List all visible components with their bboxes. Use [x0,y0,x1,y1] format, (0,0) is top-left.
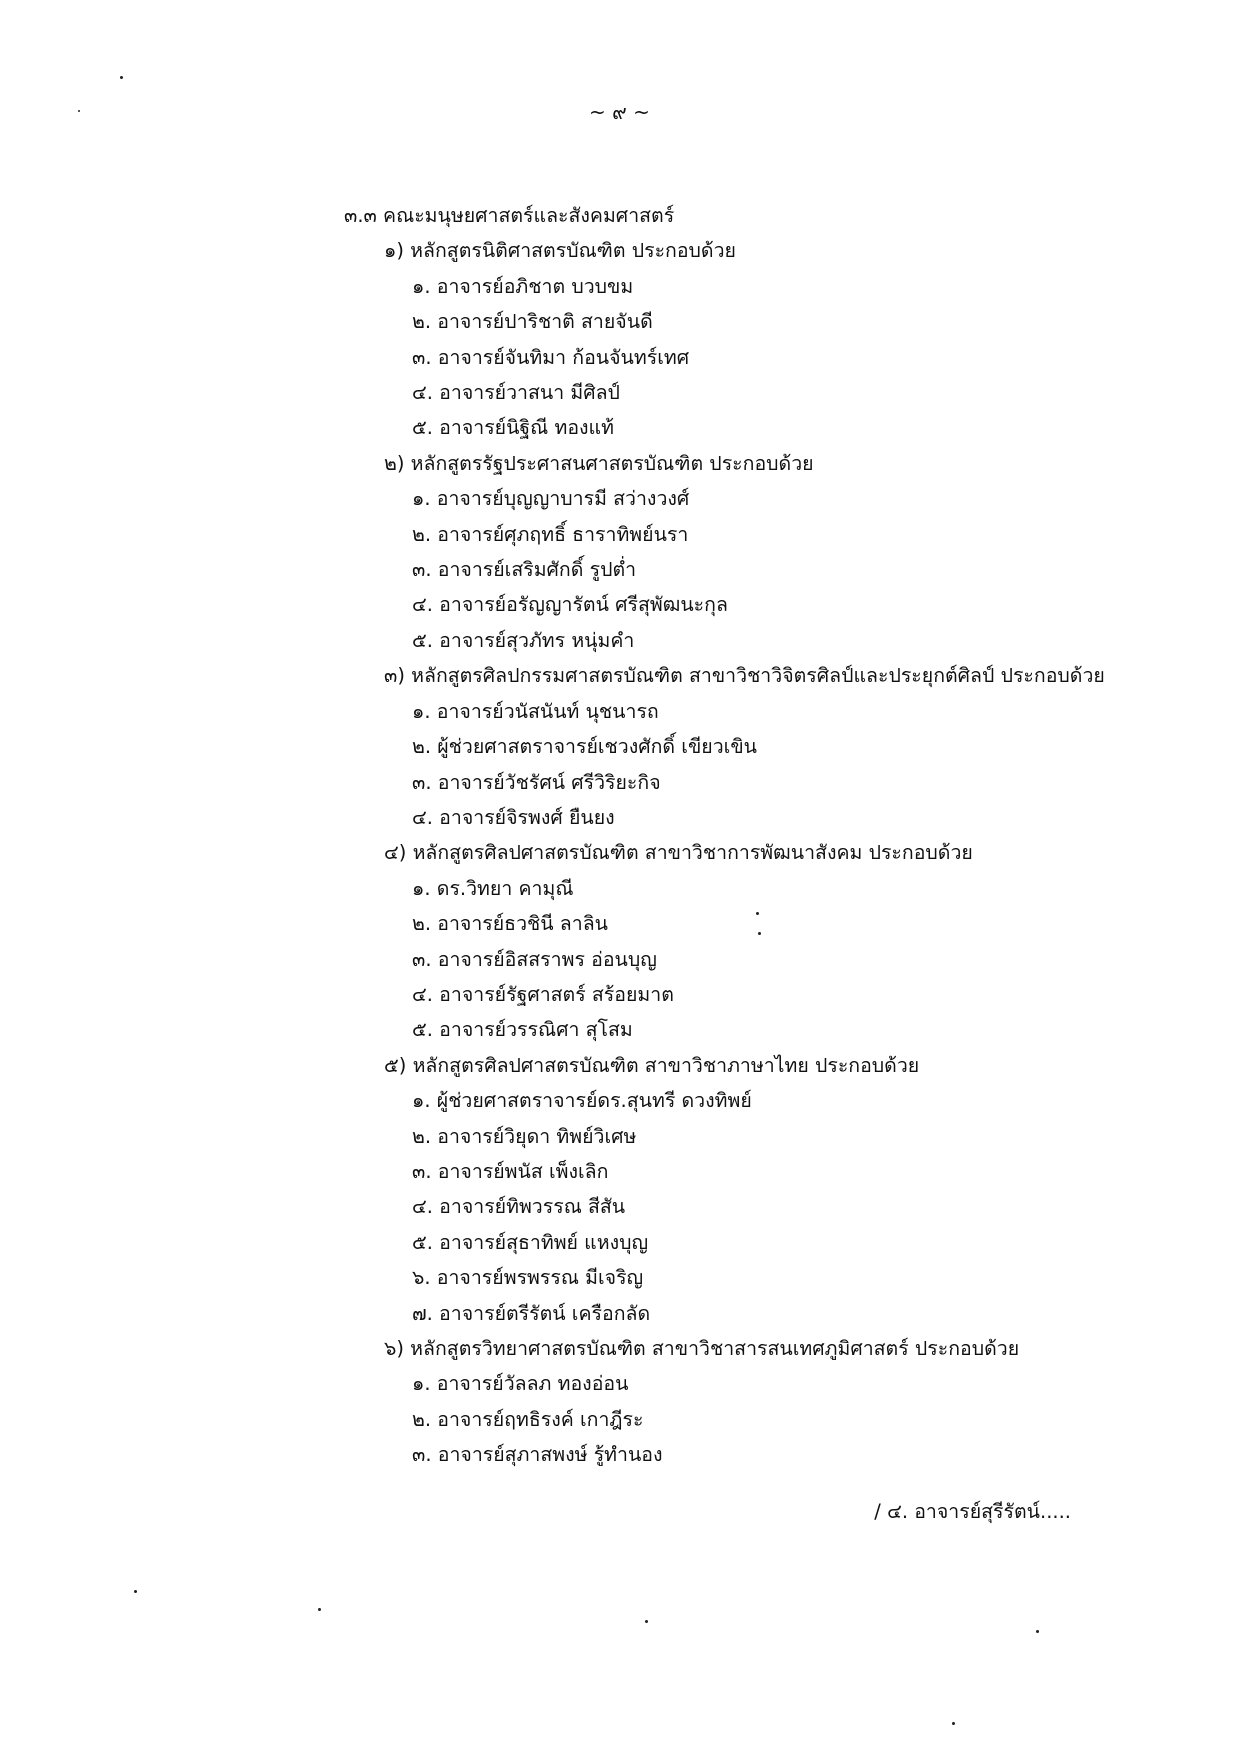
list-item: ๒. ผู้ช่วยศาสตราจารย์เชวงศักดิ์ เขียวเขิน [412,735,757,759]
scan-speck [645,1620,648,1623]
list-item: ๔. อาจารย์วาสนา มีศิลป์ [412,381,620,405]
program-heading: ๓) หลักสูตรศิลปกรรมศาสตรบัณฑิต สาขาวิชาวิจิตรศิลป์และประยุกต์ศิลป์ ประกอบด้วย [384,664,1105,688]
list-item: ๒. อาจารย์ศุภฤทธิ์ ธาราทิพย์นรา [412,522,689,546]
scan-speck [78,110,80,112]
list-item: ๑. อาจารย์วัลลภ ทองอ่อน [412,1372,629,1396]
document-body [344,198,1204,1473]
list-item: ๕. อาจารย์สุวภัทร หนุ่มคำ [412,628,635,652]
list-item: ๒. อาจารย์ธวชินี ลาลิน [412,912,608,936]
list-item: ๒. อาจารย์ฤทธิรงค์ เกาฎีระ [412,1407,644,1431]
list-item: ๑. อาจารย์บุญญาบารมี สว่างวงศ์ [412,487,690,511]
list-item: ๕. อาจารย์นิฐิณี ทองแท้ [412,416,614,440]
list-item: ๗. อาจารย์ตรีรัตน์ เครือกลัด [412,1301,651,1325]
list-item: ๑. อาจารย์อภิชาต บวบขม [412,274,634,298]
program-heading: ๒) หลักสูตรรัฐประศาสนศาสตรบัณฑิต ประกอบด้วย [384,451,814,475]
list-item: ๓. อาจารย์อิสสราพร อ่อนบุญ [412,947,657,971]
scan-speck [756,912,759,915]
page-number: ~ ๙ ~ [589,100,650,124]
program-heading: ๕) หลักสูตรศิลปศาสตรบัณฑิต สาขาวิชาภาษาไทย ประกอบด้วย [384,1053,920,1077]
scan-speck [134,1590,137,1593]
section-heading: ๓.๓ คณะมนุษยศาสตร์และสังคมศาสตร์ [344,204,675,227]
list-item: ๓. อาจารย์จันทิมา ก้อนจันทร์เทศ [412,345,690,369]
list-item: ๔. อาจารย์รัฐศาสตร์ สร้อยมาต [412,982,674,1006]
scan-speck [120,76,123,79]
scan-speck [318,1608,321,1611]
continuation-note: / ๔. อาจารย์สุรีรัตน์..... [874,1500,1071,1523]
program-heading: ๖) หลักสูตรวิทยาศาสตรบัณฑิต สาขาวิชาสารสนเทศภูมิศาสตร์ ประกอบด้วย [384,1337,1020,1360]
list-item: ๒. อาจารย์วิยุดา ทิพย์วิเศษ [412,1124,637,1148]
program-heading: ๑) หลักสูตรนิติศาสตรบัณฑิต ประกอบด้วย [384,239,736,263]
list-item: ๓. อาจารย์สุภาสพงษ์ รู้ทำนอง [412,1443,663,1467]
list-item: ๓. อาจารย์พนัส เพ็งเลิก [412,1159,609,1183]
list-item: ๔. อาจารย์ทิพวรรณ สีสัน [412,1195,626,1219]
list-item: ๔. อาจารย์อรัญญารัตน์ ศรีสุพัฒนะกุล [412,593,728,617]
scan-speck [758,932,761,935]
program-heading: ๔) หลักสูตรศิลปศาสตรบัณฑิต สาขาวิชาการพัฒนาสังคม ประกอบด้วย [384,841,973,865]
list-item: ๕. อาจารย์วรรณิศา สุโสม [412,1018,633,1042]
list-item: ๑. ผู้ช่วยศาสตราจารย์ดร.สุนทรี ดวงทิพย์ [412,1089,752,1113]
list-item: ๓. อาจารย์เสริมศักดิ์ รูปต่ำ [412,558,637,582]
scan-speck [1036,1630,1039,1633]
list-item: ๔. อาจารย์จิรพงศ์ ยืนยง [412,805,615,829]
list-item: ๖. อาจารย์พรพรรณ มีเจริญ [412,1266,644,1290]
list-item: ๕. อาจารย์สุธาทิพย์ แหงบุญ [412,1230,649,1254]
scan-speck [952,1722,955,1725]
list-item: ๓. อาจารย์วัชรัศน์ ศรีวิริยะกิจ [412,770,661,794]
list-item: ๑. ดร.วิทยา คามุณี [412,876,574,900]
list-item: ๑. อาจารย์วนัสนันท์ นุชนารถ [412,699,659,723]
list-item: ๒. อาจารย์ปาริชาติ สายจันดี [412,310,653,334]
